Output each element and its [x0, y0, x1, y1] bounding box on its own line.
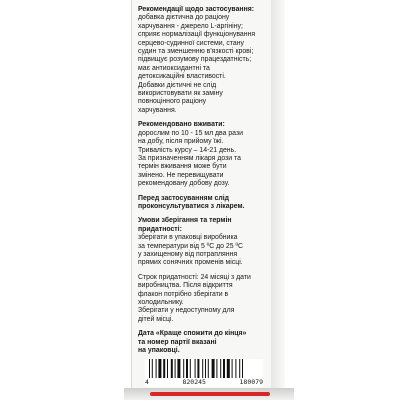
barcode-bars — [149, 359, 259, 378]
dosage-heading: Рекомендовано вживати: — [138, 121, 225, 129]
red-strip — [150, 392, 270, 396]
text-line: зберігати в упаковці виробника — [138, 234, 238, 242]
consult-heading-line: проконсультуватися з лікарем. — [138, 202, 245, 210]
text-line: холодильнику. — [138, 299, 184, 306]
text-line: детоксикаційні властивості. — [138, 73, 226, 81]
best-before-line: на упаковці. — [138, 347, 180, 355]
text-line: за температури від 5 ºС до 25 ºС — [138, 242, 243, 250]
text-line: використовувати як заміну — [138, 90, 223, 98]
text-line: серцево-судинної системи, стану — [138, 39, 244, 47]
text-line: виробництва. Після відкриття — [138, 282, 233, 290]
best-before-line: та номер партії вказані — [138, 338, 217, 346]
text-line: Добавки дієтичні не слід — [138, 81, 217, 89]
best-before-note — [138, 330, 268, 355]
barcode-digit-group: 820245 — [182, 378, 206, 386]
text-line: харчування. — [138, 106, 177, 114]
storage-conditions — [138, 217, 268, 267]
text-line: дорослим по 10 - 15 мл два рази — [138, 129, 243, 137]
text-line: Тривалість курсу – 14-21 день. — [138, 146, 237, 154]
text-line: має антиоксидантні та — [138, 64, 210, 72]
label-text — [138, 6, 268, 361]
text-line: змінено. Не перевищувати — [138, 171, 224, 179]
text-line: добавка дієтична до раціону — [138, 14, 230, 22]
consult-warning — [138, 195, 268, 212]
text-line: За призначенням лікаря дози та — [138, 154, 241, 162]
text-line: на добу, після прийому їжі. — [138, 138, 224, 146]
text-line: Строк придатності: 24 місяці з дати — [138, 273, 251, 281]
text-line: підвищує розумову працездатність; — [138, 56, 252, 64]
barcode-digit-group: 4 — [145, 378, 149, 386]
text-line: харчування - джерело L-аргініну; — [138, 22, 243, 30]
storage-heading-line: придатності: — [138, 225, 182, 233]
storage-heading-line: Умови зберігання та термін — [138, 217, 232, 225]
text-line: термін вживання може бути — [138, 163, 227, 171]
consult-heading-line: Перед застосуванням слід — [138, 194, 230, 202]
text-line: у захищеному від потрапляння — [138, 250, 238, 258]
package-fold — [271, 0, 285, 392]
text-line: рекомендовану добову дозу. — [138, 180, 230, 188]
barcode — [145, 359, 263, 387]
usage-heading: Рекомендації щодо застосування: — [138, 6, 255, 13]
shelf-life — [138, 274, 268, 324]
text-line: повноцінного раціону — [138, 98, 207, 106]
barcode-digit-group: 180079 — [239, 378, 263, 386]
best-before-line: Дата «Краще спожити до кінця» — [138, 330, 247, 338]
text-line: дітей місці. — [138, 315, 174, 323]
text-line: сприяє нормалізації функціонування — [138, 31, 256, 39]
barcode-digits — [145, 378, 263, 386]
text-line: прямих сонячних променів місці. — [138, 259, 243, 267]
text-line: Зберігати у недоступному для — [138, 307, 235, 315]
dosage — [138, 121, 268, 188]
usage-recommendations — [138, 6, 268, 115]
text-line: флакон потрібно зберігати в — [138, 290, 229, 298]
text-line: судин та зменшенню в'язкості крові; — [138, 48, 254, 56]
